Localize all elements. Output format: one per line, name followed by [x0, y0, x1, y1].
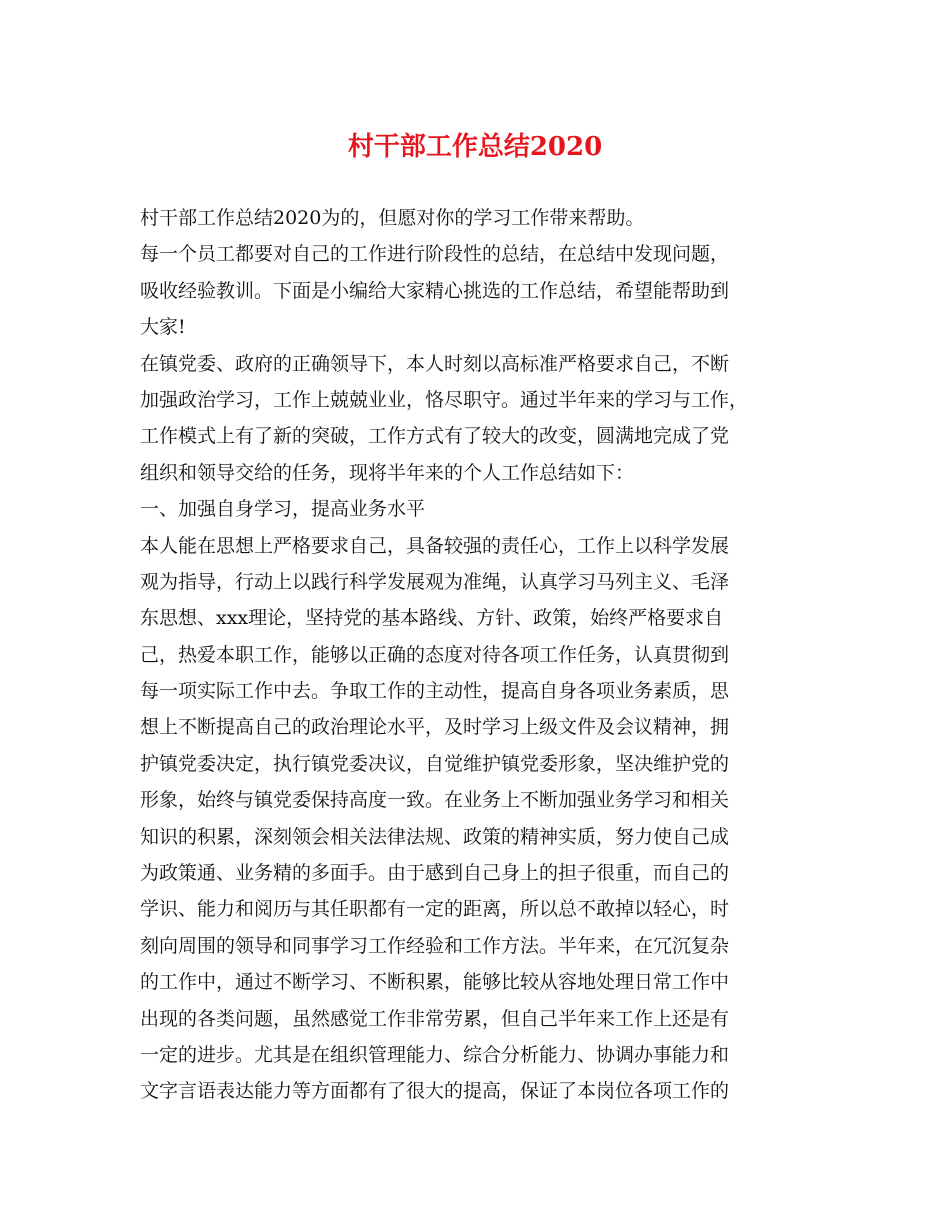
body-text-line: 一、加强自身学习，提高业务水平	[140, 498, 426, 521]
body-text-line: 为政策通、业务精的多面手。由于感到自己身上的担子很重，而自己的	[140, 862, 730, 885]
body-text-line: 每一项实际工作中去。争取工作的主动性，提高自身各项业务素质，思	[140, 680, 730, 703]
body-text-line: 东思想、xxx理论，坚持党的基本路线、方针、政策，始终严格要求自	[140, 607, 724, 630]
body-text-line: 村干部工作总结2020为的，但愿对你的学习工作带来帮助。	[140, 207, 645, 229]
body-text-line: 的工作中，通过不断学习、不断积累，能够比较从容地处理日常工作中	[140, 971, 730, 994]
body-text-line: 工作模式上有了新的突破，工作方式有了较大的改变，圆满地完成了党	[140, 425, 730, 448]
body-text-line: 文字言语表达能力等方面都有了很大的提高，保证了本岗位各项工作的	[140, 1080, 730, 1103]
document-body	[140, 200, 840, 1110]
body-text-line: 想上不断提高自己的政治理论水平，及时学习上级文件及会议精神，拥	[140, 716, 730, 739]
body-text-line: 形象，始终与镇党委保持高度一致。在业务上不断加强业务学习和相关	[140, 789, 730, 812]
body-text-line: 每一个员工都要对自己的工作进行阶段性的总结，在总结中发现问题，	[140, 243, 730, 266]
body-text-line: 己，热爱本职工作，能够以正确的态度对待各项工作任务，认真贯彻到	[140, 643, 730, 666]
document-title: 村干部工作总结2020	[347, 132, 603, 162]
body-text-line: 本人能在思想上严格要求自己，具备较强的责任心，工作上以科学发展	[140, 534, 730, 557]
body-text-line: 刻向周围的领导和同事学习工作经验和工作方法。半年来，在冗沉复杂	[140, 934, 730, 957]
body-text-line: 学识、能力和阅历与其任职都有一定的距离，所以总不敢掉以轻心，时	[140, 898, 730, 921]
body-text-line: 出现的各类问题，虽然感觉工作非常劳累，但自己半年来工作上还是有	[140, 1007, 730, 1030]
body-text-line: 观为指导，行动上以践行科学发展观为准绳，认真学习马列主义、毛泽	[140, 570, 730, 593]
body-text-line: 在镇党委、政府的正确领导下，本人时刻以高标准严格要求自己，不断	[140, 352, 730, 375]
body-text-line: 组织和领导交给的任务，现将半年来的个人工作总结如下：	[140, 461, 635, 484]
body-text-line: 护镇党委决定，执行镇党委决议，自觉维护镇党委形象，坚决维护党的	[140, 752, 730, 775]
body-text-line: 加强政治学习，工作上兢兢业业，恪尽职守。通过半年来的学习与工作，	[140, 388, 749, 411]
body-text-line: 一定的进步。尤其是在组织管理能力、综合分析能力、协调办事能力和	[140, 1043, 730, 1066]
body-text-line: 知识的积累，深刻领会相关法律法规、政策的精神实质，努力使自己成	[140, 825, 730, 848]
body-text-line: 吸收经验教训。下面是小编给大家精心挑选的工作总结，希望能帮助到	[140, 279, 730, 302]
body-text-line: 大家!	[140, 316, 186, 339]
